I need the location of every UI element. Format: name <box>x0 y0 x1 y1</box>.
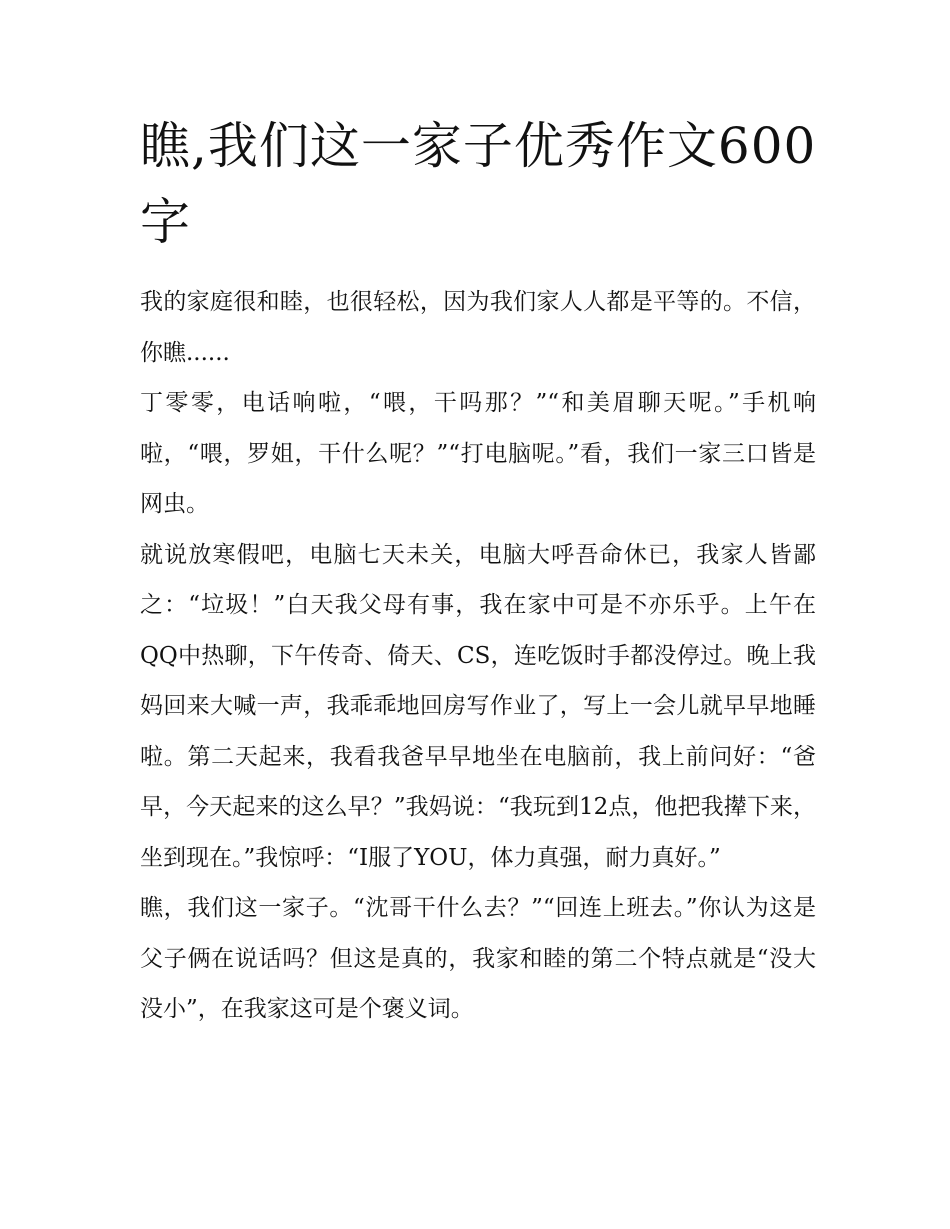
essay-title: 瞧,我们这一家子优秀作文600字 <box>140 117 817 251</box>
paragraph-family: 瞧，我们这一家子。“沈哥干什么去？”“回连上班去。”你认为这是父子俩在说话吗？但这是真的，我家和睦的第二个特点就是“没大没小”，在我家这可是个褒义词。 <box>140 895 816 1022</box>
paragraph-phone: 丁零零，电话响啦，“喂，干吗那？”“和美眉聊天呢。”手机响啦，“喂，罗姐，干什么呢？”“打电脑呢。”看，我们一家三口皆是网虫。 <box>140 390 816 517</box>
paragraph-intro: 我的家庭很和睦，也很轻松，因为我们家人人都是平等的。不信，你瞧...... <box>140 289 816 366</box>
paragraph-winter-break: 就说放寒假吧，电脑七天未关，电脑大呼吾命休已，我家人皆鄙之：“垃圾！”白天我父母有事，我在家中可是不亦乐乎。上午在QQ中热聊，下午传奇、倚天、CS，连吃饭时手都没停过。晚上我妈回来大喊一声，我乖乖地回房写作业了，写上一会儿就早早地睡啦。第二天起来，我看我爸早早地坐在电脑前，我上前问好：“爸早，今天起来的这么早？”我妈说：“我玩到12点，他把我撵下来，坐到现在。”我惊呼：“I服了YOU，体力真强，耐力真好。” <box>140 541 816 871</box>
essay-body <box>140 277 816 1035</box>
